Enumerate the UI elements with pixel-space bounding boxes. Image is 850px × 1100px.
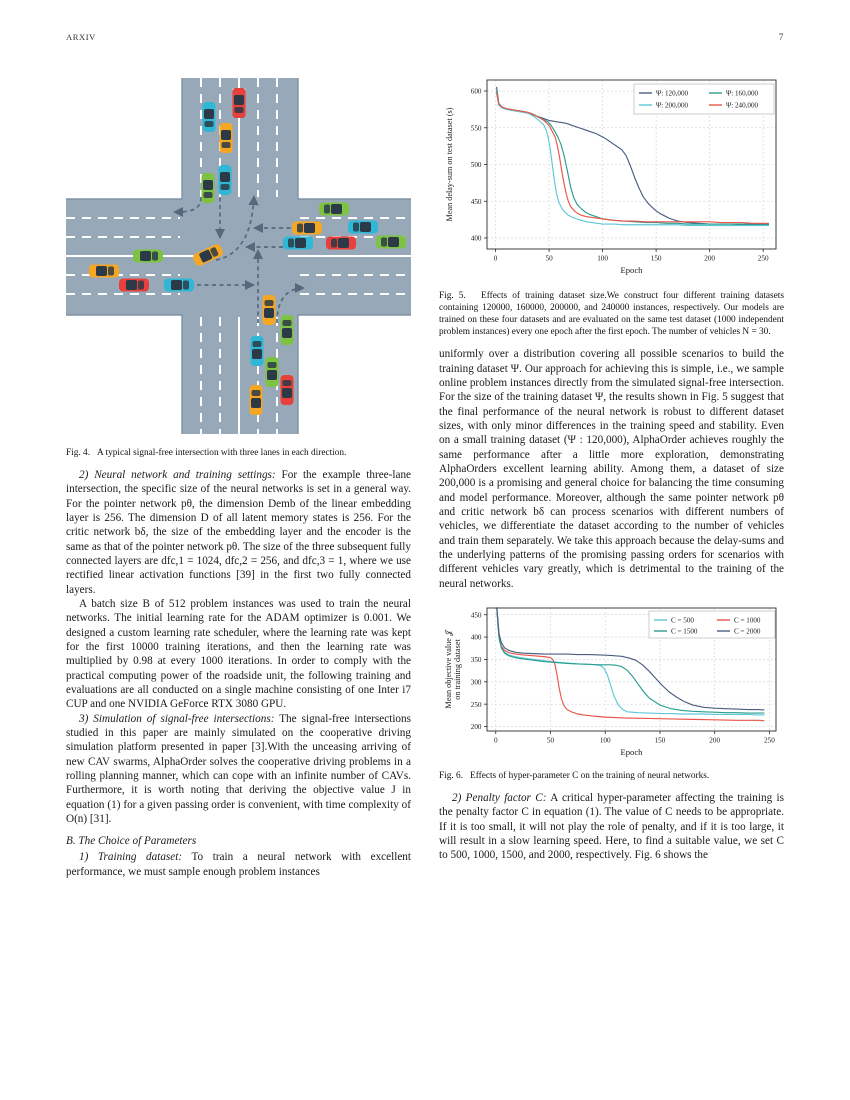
figure-5-label: Fig. 5. <box>439 291 466 301</box>
para-simulation <box>66 712 411 827</box>
car-red-east <box>326 237 356 250</box>
left-column <box>66 70 411 879</box>
page-number: 7 <box>778 32 784 42</box>
para-uniform-distribution: uniformly over a distribution covering all possible scenarios to build the training dataset Ψ. Our approach for achieving this is simple, i.e., we sample online problem instances directly from the simulated signal-free intersection. For the size of the training dataset Ψ, the results shown in Fig. 5 suggest that the final performance of the neural network is robust to different dataset sizes, with only minor differences in the training speed and stability. Even on a small training dataset (Ψ : 120,000), AlphaOrder achieves roughly the same performance after a little more exploration, demonstrating AlphaOrders excellent learning ability. Among them, a dataset of size 200,000 is a promising and general choice for balancing the time consuming and model performance. Moreover, although the same pointer network pθ and critic network bδ can process scenarios with different numbers of vehicles, we differentiate the dataset according to the number of vehicles and train them separately. We take this approach because the delay-sums and the underlying patterns of the promising passing orders for scenarios with different vehicles vary greatly, which is detrimental to the training of the neural networks. <box>439 348 784 590</box>
para-training-dataset-text: To train a neural network with excellent performance, we must sample enough problem instances <box>66 851 411 878</box>
figure-6-chart <box>439 600 784 765</box>
svg-text:100: 100 <box>599 736 611 745</box>
car-green-east-2 <box>376 236 406 249</box>
car-cyan-south <box>251 336 264 366</box>
svg-text:0: 0 <box>493 736 498 745</box>
svg-text:100: 100 <box>597 254 608 263</box>
para-penalty-factor <box>439 791 784 863</box>
para-penalty-factor-text: A critical hyper-parameter affecting the training is the penalty factor C in equation (1). The value of C needs to be appropriate. If it is too small, it will not play the role of penalty, and if it is too large, it will result in a slow learning speed. Here, to find a suitable value, we set C to 500, 1000, 1500, and 2000, respectively. Fig. 6 shows the <box>439 791 784 862</box>
journal-name: ARXIV <box>66 32 96 42</box>
car-green-west <box>133 250 163 263</box>
figure-6-caption-text: Effects of hyper-parameter C on the training of neural networks. <box>470 770 710 781</box>
running-head <box>66 32 784 42</box>
figure-5-caption <box>439 290 784 338</box>
intersection-diagram-svg <box>66 70 411 442</box>
svg-text:C = 2000: C = 2000 <box>734 627 761 636</box>
para-batch-size: A batch size B of 512 problem instances was used to train the neural networks. The initial learning rate for the ADAM optimizer is 0.001. We designed a custom learning rate scheduler, where the learning rate was kept for the first 10000 training iterations, and then the learning rate was multiplied by 0.98 at every 1000 iterations. In order to comply with the practical computing power of the roadside unit, the following training and evaluations are all conducted on a single machine consisting of one Inter i7 CUP and one NVIDIA GeForce RTX 3080 GPU. <box>66 598 411 711</box>
svg-text:Epoch: Epoch <box>620 265 643 275</box>
car-orange-south-2 <box>250 385 263 415</box>
car-green-north <box>202 173 215 203</box>
svg-text:Mean objective value 𝒥: Mean objective value 𝒥 <box>444 630 453 709</box>
svg-text:C = 1000: C = 1000 <box>734 616 761 625</box>
svg-text:400: 400 <box>470 633 482 642</box>
car-orange-north <box>220 123 233 153</box>
car-cyan-north-2 <box>219 165 232 195</box>
svg-text:200: 200 <box>709 736 721 745</box>
figure-6-caption <box>439 770 784 782</box>
subhead-simulation: 3) Simulation of signal-free intersections: <box>79 712 275 725</box>
svg-text:350: 350 <box>470 655 482 664</box>
svg-text:C = 500: C = 500 <box>671 616 694 625</box>
svg-text:250: 250 <box>764 736 775 745</box>
car-orange-west <box>89 265 119 278</box>
car-red-south <box>281 375 294 405</box>
car-green-east <box>319 203 349 216</box>
car-cyan-west <box>164 279 194 292</box>
figure-4-caption-text: A typical signal-free intersection with three lanes in each direction. <box>97 448 347 458</box>
car-green-south <box>281 315 294 345</box>
figure-6-label: Fig. 6. <box>439 770 464 781</box>
svg-text:50: 50 <box>545 254 553 263</box>
car-cyan-north <box>203 102 216 132</box>
subhead-training-dataset: 1) Training dataset: <box>79 851 183 864</box>
svg-text:Ψ: 120,000: Ψ: 120,000 <box>656 89 689 98</box>
para-neural-settings <box>66 468 411 597</box>
section-b-heading: B. The Choice of Parameters <box>66 835 197 848</box>
svg-text:200: 200 <box>470 723 482 732</box>
right-column <box>439 70 784 863</box>
para-simulation-text: The signal-free intersections studied in this paper are mainly simulated on the cooperative driving simulation platform presented in paper [3].With the unceasing arriving of new CAV swarms, AlphaOrder solves the cooperative driving problems in a rolling planning manner, which can cope with an infinite number of CAVs. Furthermore, it is worth noting that deriving the objective value J in equation (1) for a given passing order is convenient, with time complexity of O(n) [31]. <box>66 712 411 825</box>
figure-6-svg <box>439 600 784 765</box>
svg-text:Ψ: 240,000: Ψ: 240,000 <box>726 101 759 110</box>
para-neural-settings-text: For the example three-lane intersection, the specific size of the neural networks is set in a general way. For the pointer network pθ, the dimension Demb of the linear embedding layer is 256. The dimension D of all latent memory states is 256. For the critic network bδ, the size of the embedding layer and the encoder is the same as that of the pointer network pθ. The size of the three subsequent fully connected layers are dfc,1 = 1024, dfc,2 = 256, and dfc,3 = 1, where we use rectified linear activation functions [39] in the first two fully connected layers. <box>66 469 411 596</box>
svg-text:250: 250 <box>757 254 769 263</box>
two-column-body <box>66 70 784 1080</box>
svg-text:500: 500 <box>470 161 482 170</box>
svg-text:150: 150 <box>654 736 666 745</box>
figure-4-label: Fig. 4. <box>66 448 91 458</box>
svg-text:Epoch: Epoch <box>620 746 643 757</box>
figure-4-intersection <box>66 70 411 442</box>
svg-text:250: 250 <box>470 700 482 709</box>
svg-text:600: 600 <box>470 87 482 96</box>
car-cyan-east-2 <box>283 237 313 250</box>
subhead-penalty-factor: 2) Penalty factor C: <box>452 791 547 804</box>
car-cyan-east <box>348 221 378 234</box>
car-orange-south <box>263 295 276 325</box>
figure-4-caption <box>66 447 411 459</box>
svg-text:C = 1500: C = 1500 <box>671 627 698 636</box>
svg-text:450: 450 <box>470 197 482 206</box>
car-red-north <box>233 88 246 118</box>
svg-text:400: 400 <box>470 234 482 243</box>
car-red-west <box>119 279 149 292</box>
svg-text:Ψ: 200,000: Ψ: 200,000 <box>656 101 689 110</box>
figure-5-caption-text: Effects of training dataset size.We construct four different training datasets containing 120000, 160000, 200000, and 240000 instances, respectively. Our models are trained on these four datasets and are evaluated on the same test dataset (1000 independent problem instances) every one epoch after the first epoch. The number of vehicles N = 30. <box>439 291 784 338</box>
car-orange-east <box>292 222 322 235</box>
svg-text:200: 200 <box>704 254 716 263</box>
svg-text:50: 50 <box>546 736 555 745</box>
svg-text:Ψ: 160,000: Ψ: 160,000 <box>726 89 759 98</box>
svg-text:450: 450 <box>470 611 482 620</box>
para-training-dataset <box>66 850 411 879</box>
svg-text:300: 300 <box>470 678 482 687</box>
svg-text:Mean delay-sum on test dataset: Mean delay-sum on test dataset (s) <box>445 107 454 222</box>
subhead-neural-settings: 2) Neural network and training settings: <box>79 469 276 482</box>
svg-text:150: 150 <box>650 254 662 263</box>
svg-text:0: 0 <box>493 254 498 263</box>
svg-text:550: 550 <box>470 124 482 133</box>
svg-text:on training dataset: on training dataset <box>453 639 463 700</box>
figure-5-svg <box>439 70 784 285</box>
car-green-south-2 <box>266 357 279 387</box>
figure-5-chart <box>439 70 784 285</box>
